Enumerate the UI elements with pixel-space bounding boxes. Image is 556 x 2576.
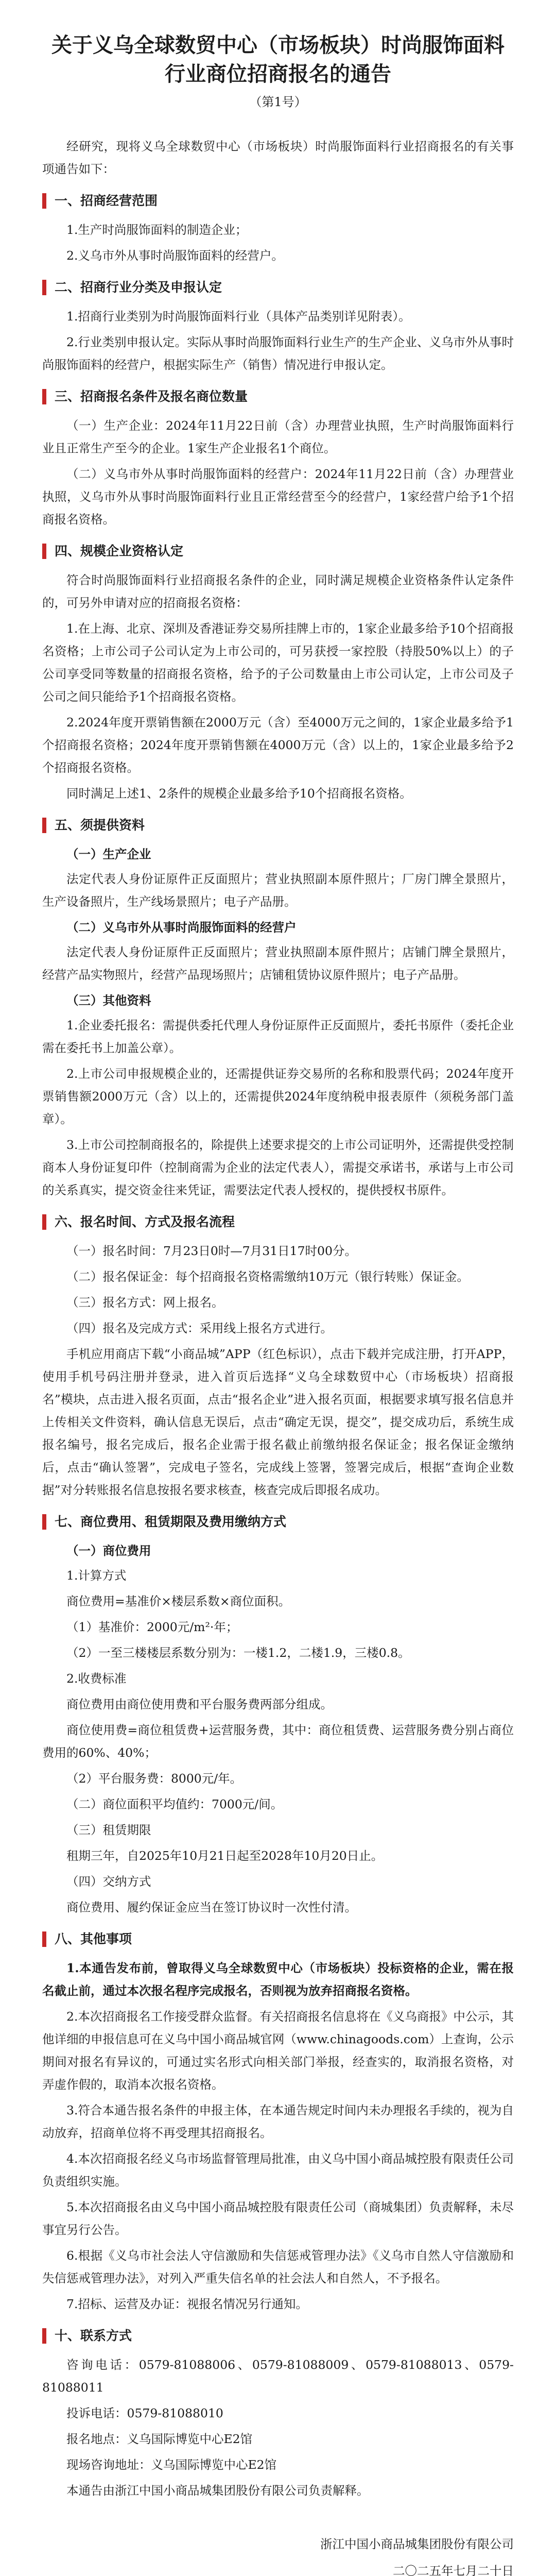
section-paragraph: 4.本次招商报名经义乌市场监督管理局批准，由义乌中国小商品城控股有限责任公司负责组织实施。 <box>42 2151 514 2189</box>
section-paragraph: 2.义乌市外从事时尚服饰面料的经营户。 <box>66 248 284 263</box>
section-marker <box>42 280 46 295</box>
section-heading-label: 七、商位费用、租赁期限及费用缴纳方式 <box>55 1514 287 1529</box>
subsection-paragraph: （1）基准价：2000元/m²·年； <box>66 1620 238 1634</box>
subsection-paragraph: 3.上市公司控制商报名的，除提供上述要求提交的上市公司证明外，还需提供受控制商本人身份证复印件（控制商需为企业的法定代表人），需提交承诺书，承诺与上市公司的关系真实，提交资金往来凭证，需要法定代表人授权的，提供授权书原件。 <box>42 1138 514 1197</box>
section-heading <box>42 277 514 298</box>
subsection-paragraph: 商位使用费=商位租赁费+运营服务费，其中：商位租赁费、运营服务费分别占商位费用的60%、40%； <box>42 1723 514 1760</box>
section-paragraph: （二）报名保证金：每个招商报名资格需缴纳10万元（银行转账）保证金。 <box>66 1269 469 1284</box>
subsection-paragraph: 1.计算方式 <box>66 1568 127 1583</box>
section-marker <box>42 193 46 209</box>
section-heading <box>42 815 514 836</box>
notice-title: 关于义乌全球数贸中心（市场板块）时尚服饰面料行业商位招商报名的通告 <box>51 33 505 86</box>
section-marker <box>42 544 46 559</box>
section-heading-label: 四、规模企业资格认定 <box>55 544 184 558</box>
section-heading-label: 二、招商行业分类及申报认定 <box>55 280 222 295</box>
signature-block <box>42 2533 514 2576</box>
subsection-paragraph: （四）交纳方式 <box>66 1874 151 1889</box>
section-heading-label: 一、招商经营范围 <box>55 193 158 208</box>
section-marker <box>42 1931 46 1947</box>
section-paragraph: （四）报名及完成方式：采用线上报名方式进行。 <box>66 1321 333 1335</box>
section-marker <box>42 1214 46 1230</box>
section-heading <box>42 1212 514 1232</box>
subsection-paragraph: （二）商位面积平均值约：7000元/间。 <box>66 1797 283 1811</box>
section-heading <box>42 191 514 211</box>
section-paragraph: 报名地点：义乌国际博览中心E2馆 <box>66 2432 253 2446</box>
section-heading-label: 八、其他事项 <box>55 1931 132 1946</box>
section-paragraph: 现场咨询地址：义乌国际博览中心E2馆 <box>66 2458 277 2472</box>
section-paragraph: 6.根据《义乌市社会法人守信激励和失信惩戒管理办法》《义乌市自然人守信激励和失信惩戒管理办法》，对列入严重失信名单的社会法人和自然人，不予报名。 <box>42 2248 514 2285</box>
section-paragraph: 7.招标、运营及办证：视报名情况另行通知。 <box>66 2297 308 2311</box>
subsection-paragraph: 商位费用、履约保证金应当在签订协议时一次性付清。 <box>66 1900 357 1914</box>
section-heading <box>42 541 514 562</box>
section-paragraph-bold: 1.本通告发布前，曾取得义乌全球数贸中心（市场板块）投标资格的企业，需在报名截止前，通过本次报名程序完成报名，否则视为放弃招商报名资格。 <box>42 1961 514 1998</box>
section-heading-label: 六、报名时间、方式及报名流程 <box>55 1214 235 1229</box>
section-paragraph: 手机应用商店下载“小商品城”APP（红色标识），点击下载并完成注册，打开APP，使用手机号码注册并登录，进入首页后选择“义乌全球数贸中心（市场板块）招商报名”模块，点击进入报名页面，点击“报名企业”进入报名页面，根据要求填写报名信息并上传相关文件资料，确认信息无误后，点击“确定无误，提交”，提交成功后，系统生成报名编号，报名完成后，报名企业需于报名截止前缴纳报名保证金；报名保证金缴纳后，点击“确认签署”，完成电子签名，完成线上签署，签署完成后，根据“查询企业数据”对分转账报名信息按报名要求核查，核查完成后即报名成功。 <box>42 1347 514 1497</box>
subsection-paragraph: 法定代表人身份证原件正反面照片；营业执照副本原件照片；厂房门牌全景照片，生产设备照片，生产线场景照片；电子产品册。 <box>42 872 514 909</box>
section-heading <box>42 1929 514 1950</box>
section-heading <box>42 2326 514 2346</box>
intro-paragraph: 经研究，现将义乌全球数贸中心（市场板块）时尚服饰面料行业招商报名的有关事项通告如下： <box>42 139 514 176</box>
subsection-heading: （二）义乌市外从事时尚服饰面料的经营户 <box>66 920 297 935</box>
closing-paragraph: 本通告由浙江中国小商品城集团股份有限公司负责解释。 <box>66 2483 369 2498</box>
subsection-paragraph: 2.上市公司申报规模企业的，还需提供证券交易所的名称和股票代码；2024年度开票销售额2000万元（含）以上的，还需提供2024年度纳税申报表原件（须税务部门盖章）。 <box>42 1066 514 1126</box>
section-marker <box>42 389 46 404</box>
section-paragraph: 1.在上海、北京、深圳及香港证券交易所挂牌上市的，1家企业最多给予10个招商报名资格；上市公司子公司认定为上市公司的，可另获授一家控股（持股50%以上）的子公司享受同等数量的招商报名资格，给予的子公司数量由上市公司认定，上市公司及子公司之间只能给予1个招商报名资格。 <box>42 621 514 704</box>
subsection-paragraph: 商位费用由商位使用费和平台服务费两部分组成。 <box>66 1697 333 1711</box>
section-heading-label: 十、联系方式 <box>55 2328 132 2343</box>
section-paragraph: 2.行业类别申报认定。实际从事时尚服饰面料行业生产的生产企业、义乌市外从事时尚服饰面料的经营户，根据实际生产（销售）情况进行申报认定。 <box>42 335 514 372</box>
subsection-paragraph: 租期三年，自2025年10月21日起至2028年10月20日止。 <box>66 1849 384 1863</box>
section-paragraph: （二）义乌市外从事时尚服饰面料的经营户：2024年11月22日前（含）办理营业执照，义乌市外从事时尚服饰面料行业且正常经营至今的经营户，1家经营户给予1个招商报名资格。 <box>42 467 514 527</box>
section-paragraph: 1.生产时尚服饰面料的制造企业； <box>66 223 248 237</box>
subsection-heading: （一）生产企业 <box>66 847 151 861</box>
subsection-heading: （三）其他资料 <box>66 993 151 1008</box>
section-paragraph: 1.招商行业类别为时尚服饰面料行业（具体产品类别详见附表）。 <box>66 309 411 324</box>
section-paragraph: 2.本次招商报名工作接受群众监督。有关招商报名信息将在《义乌商报》中公示，其他详细的申报信息可在义乌中国小商品城官网（www.chinagoods.com）上查询，公示期间对报名有异议的，可通过实名形式向相关部门举报，经查实的，取消报名资格，对弄虚作假的，取消本次报名资格。 <box>42 2009 514 2092</box>
section-heading <box>42 386 514 407</box>
section-heading-label: 五、须提供资料 <box>55 818 145 833</box>
subsection-paragraph: （2）平台服务费：8000元/年。 <box>66 1771 242 1786</box>
section-marker <box>42 1514 46 1530</box>
section-paragraph: （三）报名方式：网上报名。 <box>66 1295 224 1310</box>
section-paragraph: （一）生产企业：2024年11月22日前（含）办理营业执照，生产时尚服饰面料行业且正常生产至今的企业。1家生产企业报名1个商位。 <box>42 418 514 455</box>
subsection-paragraph: 法定代表人身份证原件正反面照片；营业执照副本原件照片；店铺门牌全景照片，经营产品实物照片，经营产品现场照片；店铺租赁协议原件照片；电子产品册。 <box>42 945 514 982</box>
subsection-paragraph: 商位费用=基准价×楼层系数×商位面积。 <box>66 1594 291 1608</box>
section-paragraph: 2.2024年度开票销售额在2000万元（含）至4000万元之间的，1家企业最多给予1个招商报名资格；2024年度开票销售额在4000万元（含）以上的，1家企业最多给予2个招商报名资格。 <box>42 715 514 775</box>
section-paragraph: 同时满足上述1、2条件的规模企业最多给予10个招商报名资格。 <box>66 786 412 801</box>
subsection-paragraph: （三）租赁期限 <box>66 1823 151 1837</box>
subsection-paragraph: 1.企业委托报名：需提供委托代理人身份证原件正反面照片，委托书原件（委托企业需在委托书上加盖公章）。 <box>42 1018 514 1055</box>
section-paragraph: 投诉电话：0579-81088010 <box>66 2406 223 2420</box>
section-paragraph: （一）报名时间：7月23日0时—7月31日17时00分。 <box>66 1244 357 1258</box>
section-paragraph: 3.符合本通告报名条件的申报主体，在本通告规定时间内未办理报名手续的，视为自动放弃，招商单位将不再受理其招商报名。 <box>42 2103 514 2140</box>
section-paragraph: 咨询电话：0579-81088006、0579-81088009、0579-81088013、0579-81088011 <box>42 2358 514 2395</box>
section-paragraph: 5.本次招商报名由义乌中国小商品城控股有限责任公司（商城集团）负责解释，未尽事宜另行公告。 <box>42 2200 514 2237</box>
signature-date: 二〇二五年七月二十日 <box>393 2564 514 2576</box>
section-marker <box>42 818 46 833</box>
subsection-paragraph: （2）一至三楼楼层系数分别为：一楼1.2，二楼1.9，三楼0.8。 <box>66 1646 410 1660</box>
subsection-paragraph: 2.收费标准 <box>66 1671 127 1686</box>
notice-number: （第1号） <box>249 95 307 109</box>
section-heading <box>42 1512 514 1532</box>
section-paragraph: 符合时尚服饰面料行业招商报名条件的企业，同时满足规模企业资格条件认定条件的，可另外申请对应的招商报名资格： <box>42 573 514 610</box>
signature-org: 浙江中国小商品城集团股份有限公司 <box>320 2537 514 2551</box>
subsection-heading: （一）商位费用 <box>66 1544 151 1558</box>
section-heading-label: 三、招商报名条件及报名商位数量 <box>55 389 248 404</box>
section-marker <box>42 2328 46 2344</box>
